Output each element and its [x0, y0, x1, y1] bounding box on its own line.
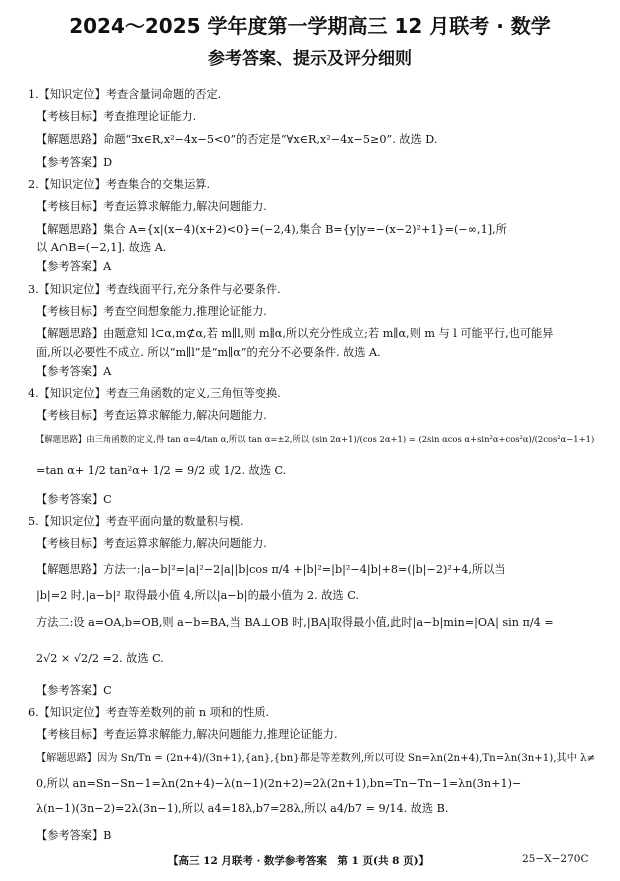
- text-line: 【参考答案】B: [36, 829, 112, 842]
- text-line: 1.【知识定位】考查含量词命题的否定.: [28, 88, 222, 101]
- text-line: 【解题思路】由三角函数的定义,得 tan α=4/tan α,所以 tan α=±2,所以 (sin 2α+1)/(cos 2α+1) = (2sin αcos α+sin²α+cos²α)/(2cos²α−1+1): [36, 434, 595, 444]
- text-line: 【参考答案】C: [36, 684, 112, 697]
- page-subtitle: 参考答案、提示及评分细则: [208, 49, 412, 69]
- text-line: 5.【知识定位】考查平面向量的数量积与模.: [28, 515, 244, 528]
- footer-page-info: 【高三 12 月联考 · 数学参考答案 第 1 页(共 8 页)】: [168, 855, 430, 867]
- text-line: 3.【知识定位】考查线面平行,充分条件与必要条件.: [28, 283, 281, 296]
- text-line: 【考核目标】考查运算求解能力,解决问题能力.: [36, 537, 267, 550]
- text-line: 方法二:设 a=OA,b=OB,则 a−b=BA,当 BA⊥OB 时,|BA|取得最小值,此时|a−b|min=|OA| sin π/4 =: [36, 616, 554, 629]
- text-line: 【解题思路】由题意知 l⊂α,m⊄α,若 m∥l,则 m∥α,所以充分性成立;若 m∥α,则 m 与 l 可能平行,也可能异: [36, 327, 554, 340]
- text-line: λ(n−1)(3n−2)=2λ(3n−1),所以 a4=18λ,b7=28λ,所以 a4/b7 = 9/14. 故选 B.: [36, 802, 449, 815]
- text-line: 【参考答案】A: [36, 260, 112, 273]
- text-line: 【解题思路】命题“∃x∈R,x²−4x−5<0”的否定是“∀x∈R,x²−4x−5≥0”. 故选 D.: [36, 133, 438, 146]
- text-line: 【考核目标】考查运算求解能力,解决问题能力.: [36, 200, 267, 213]
- text-line: 6.【知识定位】考查等差数列的前 n 项和的性质.: [28, 706, 270, 719]
- text-line: 【参考答案】D: [36, 156, 113, 169]
- text-line: =tan α+ 1/2 tan²α+ 1/2 = 9/2 或 1/2. 故选 C.: [36, 464, 287, 477]
- text-line: 【参考答案】C: [36, 493, 112, 506]
- text-line: 【解题思路】方法一:|a−b|²=|a|²−2|a||b|cos π/4 +|b|²=|b|²−4|b|+8=(|b|−2)²+4,所以当: [36, 563, 506, 576]
- text-line: 【参考答案】A: [36, 365, 112, 378]
- text-line: 【考核目标】考查运算求解能力,解决问题能力.: [36, 409, 267, 422]
- footer-code: 25−X−270C: [522, 853, 589, 865]
- text-line: 2√2 × √2/2 =2. 故选 C.: [36, 652, 164, 665]
- text-line: 【考核目标】考查推理论证能力.: [36, 110, 197, 123]
- text-line: 【考核目标】考查空间想象能力,推理论证能力.: [36, 305, 267, 318]
- text-line: 以 A∩B=(−2,1]. 故选 A.: [36, 241, 167, 254]
- text-line: 【解题思路】集合 A={x|(x−4)(x+2)<0}=(−2,4),集合 B={y|y=−(x−2)²+1}=(−∞,1],所: [36, 223, 507, 236]
- text-line: 0,所以 an=Sn−Sn−1=λn(2n+4)−λ(n−1)(2n+2)=2λ(2n+1),bn=Tn−Tn−1=λn(3n+1)−: [36, 777, 522, 790]
- page-title: 2024～2025 学年度第一学期高三 12 月联考 · 数学: [69, 14, 551, 38]
- text-line: 4.【知识定位】考查三角函数的定义,三角恒等变换.: [28, 387, 281, 400]
- text-line: 面,所以必要性不成立. 所以“m∥l”是“m∥α”的充分不必要条件. 故选 A.: [36, 346, 381, 359]
- text-line: 【考核目标】考查运算求解能力,解决问题能力,推理论证能力.: [36, 728, 338, 741]
- text-line: 【解题思路】因为 Sn/Tn = (2n+4)/(3n+1),{an},{bn}都是等差数列,所以可设 Sn=λn(2n+4),Tn=λn(3n+1),其中 λ≠: [36, 753, 596, 764]
- text-line: |b|=2 时,|a−b|² 取得最小值 4,所以|a−b|的最小值为 2. 故选 C.: [36, 589, 359, 602]
- text-line: 2.【知识定位】考查集合的交集运算.: [28, 178, 211, 191]
